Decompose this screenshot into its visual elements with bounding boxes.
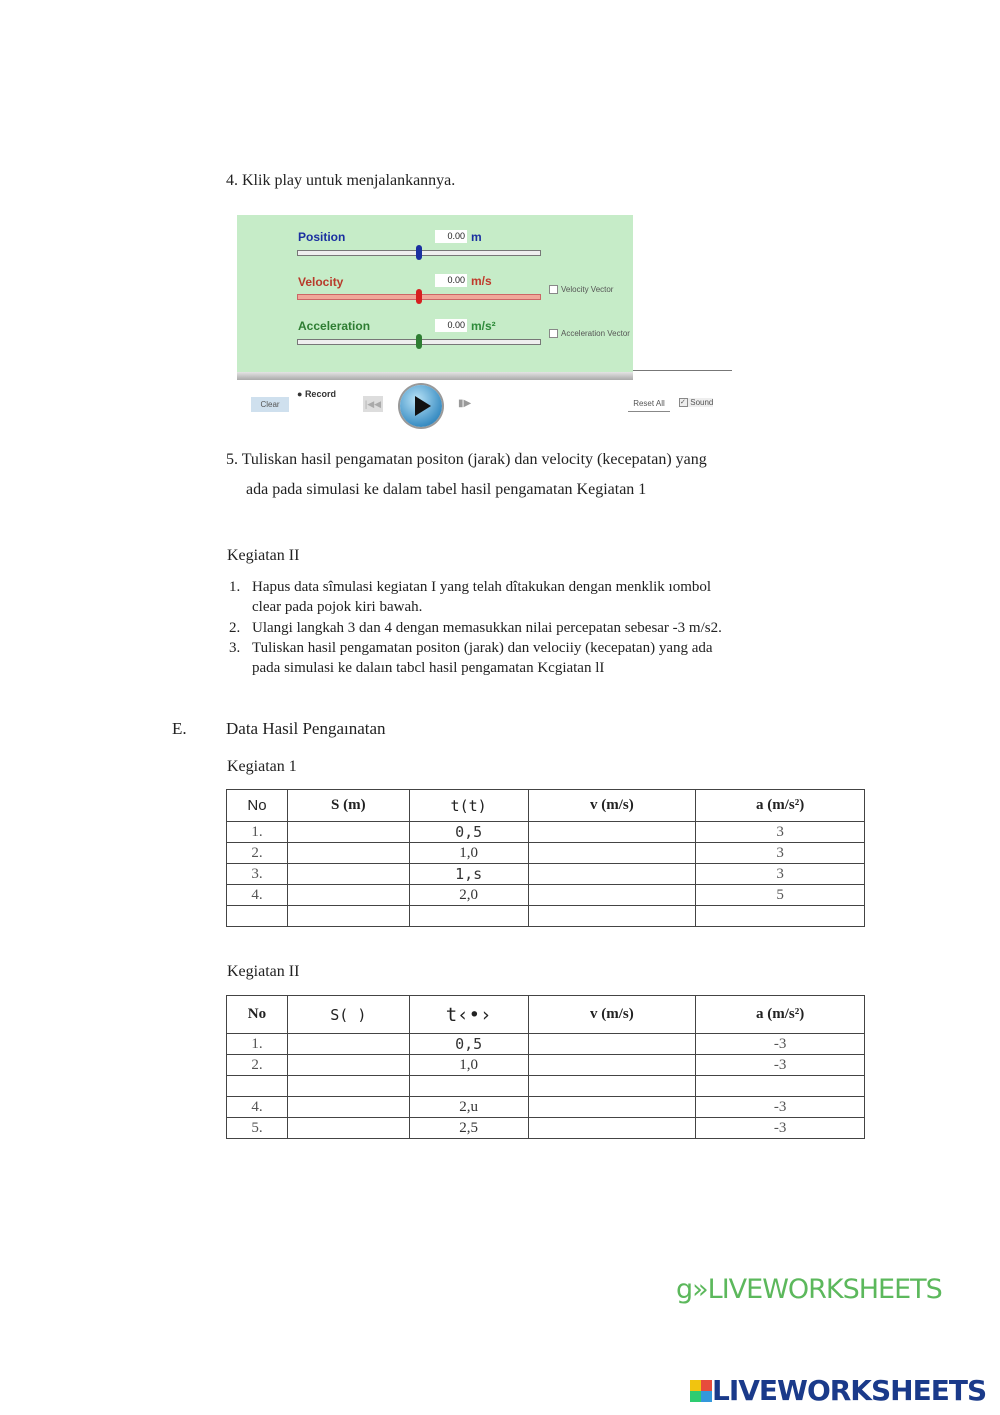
velocity-slider[interactable] bbox=[297, 294, 541, 300]
k2-item-1-line1: Hapus data sîmulasi kegiatan I yang telah dîtakukan dengan menklik ıombol bbox=[252, 579, 712, 595]
kegiatan-2-table bbox=[226, 995, 865, 1139]
t-cell: 0,5 bbox=[409, 822, 528, 843]
record-label: Record bbox=[304, 389, 336, 399]
v-input-cell[interactable] bbox=[528, 1097, 696, 1118]
simulation-screenshot bbox=[237, 215, 633, 372]
acceleration-vector-checkbox[interactable] bbox=[549, 329, 630, 338]
header-no: No bbox=[227, 996, 288, 1034]
header-t: t(t) bbox=[409, 790, 528, 822]
k2-item-3-line2: pada simulasi ke dalaın tabcl hasil pengamatan Kcgiatan lI bbox=[252, 660, 605, 676]
table-2-title: Kegiatan II bbox=[227, 963, 300, 980]
s-input-cell[interactable] bbox=[287, 1118, 409, 1139]
liveworksheets-logo bbox=[690, 1374, 986, 1407]
position-value[interactable]: 0.00 bbox=[435, 230, 467, 243]
position-slider-thumb[interactable] bbox=[416, 245, 422, 260]
rewind-icon[interactable]: |◀◀ bbox=[363, 396, 383, 412]
header-t: t‹•› bbox=[409, 996, 528, 1034]
t-cell: 1,s bbox=[409, 864, 528, 885]
velocity-unit: m/s bbox=[471, 274, 492, 288]
v-input-cell[interactable] bbox=[528, 843, 696, 864]
t-cell: 0,5 bbox=[409, 1034, 528, 1055]
k2-item-3-num: 3. bbox=[229, 640, 241, 656]
table-row bbox=[227, 1034, 865, 1055]
a-cell bbox=[696, 906, 865, 927]
header-a: a (m/s²) bbox=[696, 790, 865, 822]
no-cell: 4. bbox=[227, 885, 288, 906]
s-input-cell[interactable] bbox=[287, 906, 409, 927]
header-v: v (m/s) bbox=[528, 790, 696, 822]
v-input-cell[interactable] bbox=[528, 885, 696, 906]
velocity-label: Velocity bbox=[298, 275, 344, 289]
s-input-cell[interactable] bbox=[287, 864, 409, 885]
table-row bbox=[227, 822, 865, 843]
no-cell bbox=[227, 906, 288, 927]
a-cell: -3 bbox=[696, 1055, 865, 1076]
acceleration-value[interactable]: 0.00 bbox=[435, 319, 467, 332]
logo-icon bbox=[690, 1380, 712, 1402]
header-a: a (m/s²) bbox=[696, 996, 865, 1034]
header-v: v (m/s) bbox=[528, 996, 696, 1034]
table-row bbox=[227, 1076, 865, 1097]
reset-all-button[interactable]: Reset All bbox=[628, 399, 670, 412]
clear-button[interactable]: Clear bbox=[251, 397, 289, 412]
a-cell bbox=[696, 1076, 865, 1097]
header-no: No bbox=[227, 790, 288, 822]
table-row bbox=[227, 1055, 865, 1076]
sound-label: Sound bbox=[690, 398, 714, 407]
no-cell: 2. bbox=[227, 1055, 288, 1076]
t-cell: 2,0 bbox=[409, 885, 528, 906]
play-button[interactable] bbox=[400, 385, 442, 427]
t-cell bbox=[409, 1076, 528, 1097]
position-slider[interactable] bbox=[297, 250, 541, 256]
acceleration-label: Acceleration bbox=[298, 319, 371, 333]
sound-checkbox[interactable]: ✓ Sound bbox=[680, 398, 714, 407]
velocity-vector-label: Velocity Vector bbox=[561, 285, 614, 294]
a-cell: -3 bbox=[696, 1118, 865, 1139]
step-5-line1: 5. Tuliskan hasil pengamatan positon (jarak) dan velocity (kecepatan) yang bbox=[226, 451, 707, 468]
table-1-title: Kegiatan 1 bbox=[227, 758, 297, 775]
table-row bbox=[227, 885, 865, 906]
table-row bbox=[227, 1097, 865, 1118]
t-cell: 1,0 bbox=[409, 1055, 528, 1076]
position-unit: m bbox=[471, 230, 482, 244]
k2-item-2-num: 2. bbox=[229, 620, 241, 636]
a-cell: 3 bbox=[696, 864, 865, 885]
velocity-value[interactable]: 0.00 bbox=[435, 274, 467, 287]
s-input-cell[interactable] bbox=[287, 1097, 409, 1118]
v-input-cell[interactable] bbox=[528, 822, 696, 843]
v-input-cell[interactable] bbox=[528, 1055, 696, 1076]
acceleration-slider[interactable] bbox=[297, 339, 541, 345]
table-row bbox=[227, 1118, 865, 1139]
k2-item-1-line2: clear pada pojok kiri bawah. bbox=[252, 599, 423, 615]
record-radio[interactable]: ● Record bbox=[297, 389, 336, 399]
no-cell bbox=[227, 1076, 288, 1097]
k2-item-3-line1: Tuliskan hasil pengamatan positon (jarak) dan velociiy (kecepatan) yang ada bbox=[252, 640, 713, 656]
header-s: S (m) bbox=[287, 790, 409, 822]
t-cell bbox=[409, 906, 528, 927]
divider-line bbox=[633, 370, 732, 371]
step-forward-icon[interactable]: ▮▶ bbox=[458, 398, 472, 409]
s-input-cell[interactable] bbox=[287, 1055, 409, 1076]
header-s: S( ) bbox=[287, 996, 409, 1034]
logo-text: LIVEWORKSHEETS bbox=[712, 1374, 987, 1407]
v-input-cell[interactable] bbox=[528, 864, 696, 885]
a-cell: 3 bbox=[696, 843, 865, 864]
play-icon bbox=[415, 396, 431, 416]
section-e-letter: E. bbox=[172, 719, 187, 738]
a-cell: -3 bbox=[696, 1097, 865, 1118]
no-cell: 3. bbox=[227, 864, 288, 885]
kegiatan-1-table bbox=[226, 789, 865, 927]
no-cell: 1. bbox=[227, 1034, 288, 1055]
a-cell: 5 bbox=[696, 885, 865, 906]
no-cell: 5. bbox=[227, 1118, 288, 1139]
table-row bbox=[227, 906, 865, 927]
liveworksheets-watermark: g»LIVEWORKSHEETS bbox=[676, 1274, 942, 1305]
acceleration-unit: m/s² bbox=[471, 319, 496, 333]
s-input-cell[interactable] bbox=[287, 822, 409, 843]
k2-item-2-line1: Ulangi langkah 3 dan 4 dengan memasukkan nilai percepatan sebesar -3 m/s2. bbox=[252, 620, 722, 636]
step-5-line2: ada pada simulasi ke dalam tabel hasil pengamatan Kegiatan 1 bbox=[246, 481, 647, 498]
acceleration-slider-thumb[interactable] bbox=[416, 334, 422, 349]
s-input-cell[interactable] bbox=[287, 1076, 409, 1097]
velocity-slider-thumb[interactable] bbox=[416, 289, 422, 304]
no-cell: 2. bbox=[227, 843, 288, 864]
t-cell: 2,5 bbox=[409, 1118, 528, 1139]
position-label: Position bbox=[298, 230, 346, 244]
s-input-cell[interactable] bbox=[287, 885, 409, 906]
a-cell: 3 bbox=[696, 822, 865, 843]
a-cell: -3 bbox=[696, 1034, 865, 1055]
velocity-vector-checkbox[interactable] bbox=[549, 285, 613, 294]
step-4-text: 4. Klik play untuk menjalankannya. bbox=[226, 172, 456, 189]
t-cell: 2,u bbox=[409, 1097, 528, 1118]
s-input-cell[interactable] bbox=[287, 843, 409, 864]
kegiatan-2-heading: Kegiatan II bbox=[227, 547, 300, 564]
v-input-cell[interactable] bbox=[528, 1076, 696, 1097]
v-input-cell[interactable] bbox=[528, 906, 696, 927]
section-e-title: Data Hasil Pengaınatan bbox=[226, 719, 386, 738]
acceleration-vector-label: Acceleration Vector bbox=[561, 329, 630, 338]
no-cell: 1. bbox=[227, 822, 288, 843]
sim-divider bbox=[237, 372, 633, 380]
s-input-cell[interactable] bbox=[287, 1034, 409, 1055]
k2-item-1-num: 1. bbox=[229, 579, 241, 595]
table-row bbox=[227, 864, 865, 885]
no-cell: 4. bbox=[227, 1097, 288, 1118]
t-cell: 1,0 bbox=[409, 843, 528, 864]
v-input-cell[interactable] bbox=[528, 1118, 696, 1139]
v-input-cell[interactable] bbox=[528, 1034, 696, 1055]
table-row bbox=[227, 843, 865, 864]
